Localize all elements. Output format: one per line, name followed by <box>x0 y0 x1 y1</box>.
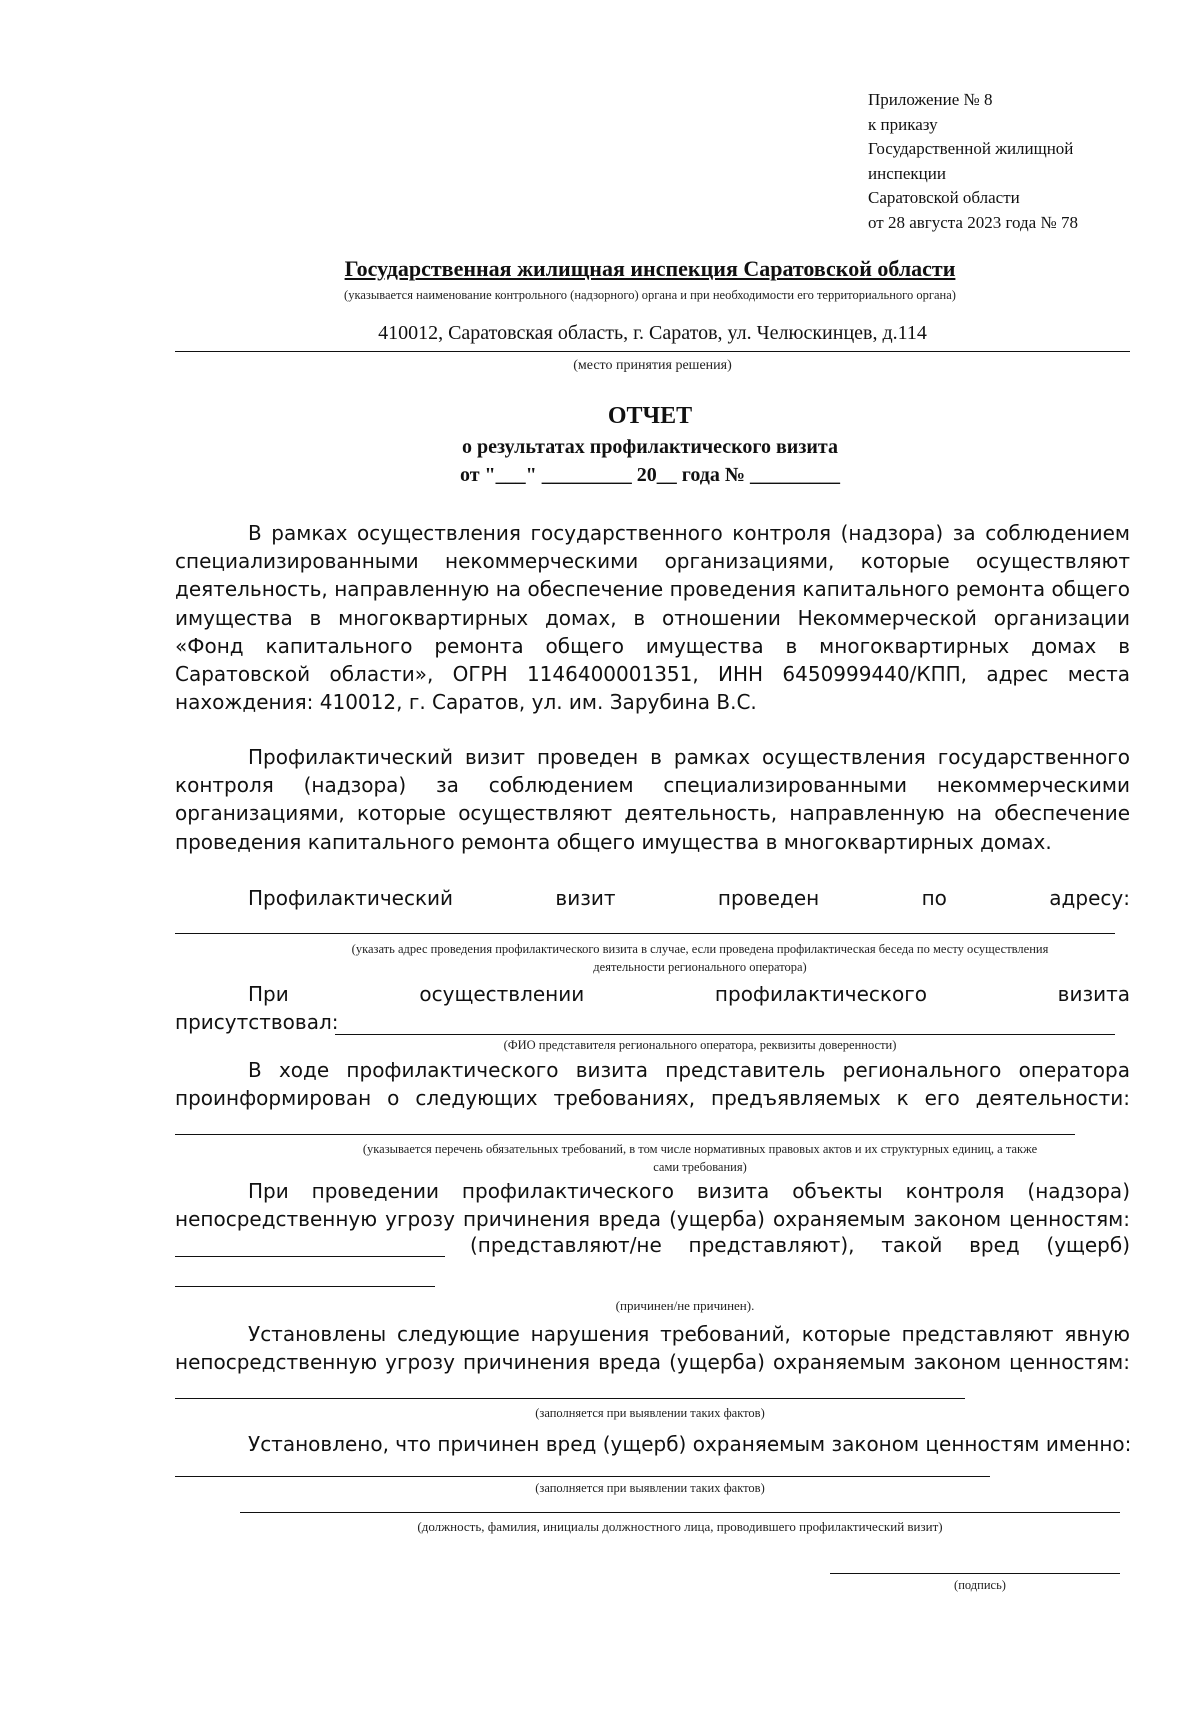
present-field[interactable] <box>335 1034 1115 1035</box>
word: При <box>248 982 289 1006</box>
present-line <box>248 982 1130 1006</box>
damage-presence-field[interactable] <box>175 1286 435 1287</box>
word: осуществлении <box>419 982 585 1006</box>
visit-address-line <box>248 886 1130 910</box>
requirements-field[interactable] <box>175 1134 1075 1135</box>
requirements-note: (указывается перечень обязательных требований, в том числе нормативных правовых актов и их структурных единиц, а также сами требования) <box>362 1142 1038 1174</box>
word: профилактического <box>714 982 927 1006</box>
visit-address-field[interactable] <box>175 933 1115 934</box>
appendix-line: от 28 августа 2023 года № 78 <box>868 212 1078 232</box>
present-note: (ФИО представителя регионального оператора, реквизиты доверенности) <box>503 1038 897 1052</box>
word: Профилактический <box>248 886 454 910</box>
appendix-line: Государственной жилищной <box>868 139 1074 158</box>
paragraph-threat: При проведении профилактического визита объекты контроля (надзора) непосредственную угрозу причинения вреда (ущерба) охраняемым законом ценностям: <box>175 1179 1130 1232</box>
official-note: (должность, фамилия, инициалы должностного лица, проводившего профилактический визит) <box>417 1519 943 1534</box>
signature-field[interactable] <box>830 1573 1120 1574</box>
violations-note: (заполняется при выявлении таких фактов) <box>535 1406 765 1420</box>
org-note: (указывается наименование контрольного (надзорного) органа и при необходимости его территориального органа) <box>344 288 956 302</box>
word: визита <box>1057 982 1130 1006</box>
report-date-line: от "___" _________ 20__ года № _________ <box>460 464 840 486</box>
report-subtitle: о результатах профилактического визита <box>462 436 838 458</box>
word: по <box>921 886 947 910</box>
threat-field[interactable] <box>175 1256 445 1257</box>
word: визит <box>555 886 616 910</box>
present-label: присутствовал: <box>175 1010 339 1034</box>
appendix-line: Саратовской области <box>868 188 1020 207</box>
paragraph-control-scope: В рамках осуществления государственного контроля (надзора) за соблюдением специализированными некоммерческими организациями, которые осуществляют деятельность, направленную на обеспечение проведения капитального ремонта общего имущества в многоквартирных домах, в отношении Некоммерческой организации «Фонд капитального ремонта общего имущества в многоквартирных домах в Саратовской области», ОГРН 1146400001351, ИНН 6450999440/КПП, адрес места нахождения: 410012, г. Саратов, ул. им. Зарубина В.С. <box>175 521 1130 715</box>
paragraph-visit-context: Профилактический визит проведен в рамках осуществления государственного контроля (надзора) за соблюдением специализированными некоммерческими организациями, которые осуществляют деятельность, направленную на обеспечение проведения капитального ремонта общего имущества в многоквартирных домах. <box>175 745 1130 854</box>
appendix-line: Приложение № 8 <box>868 90 993 109</box>
paragraph-informed: В ходе профилактического визита представитель регионального оператора проинформирован о следующих требованиях, предъявляемых к его деятельности: <box>175 1058 1130 1111</box>
visit-address-note: (указать адрес проведения профилактического визита в случае, если проведена профилактическая беседа по месту осуществления деятельности регионального оператора) <box>351 942 1049 974</box>
word: адресу: <box>1049 886 1130 910</box>
word: проведен <box>717 886 820 910</box>
paragraph-damage: Установлено, что причинен вред (ущерб) охраняемым законом ценностям именно: <box>248 1432 1132 1456</box>
address-underline <box>175 351 1130 352</box>
decision-address: 410012, Саратовская область, г. Саратов, ул. Челюскинцев, д.114 <box>378 322 927 344</box>
appendix-block <box>868 88 1078 235</box>
address-note: (место принятия решения) <box>573 358 732 373</box>
damage-note: (заполняется при выявлении таких фактов) <box>535 1481 765 1495</box>
org-name: Государственная жилищная инспекция Саратовской области <box>344 256 956 281</box>
signature-note: (подпись) <box>954 1578 1006 1592</box>
violations-field[interactable] <box>175 1398 965 1399</box>
paragraph-violations: Установлены следующие нарушения требований, которые представляют явную непосредственную угрозу причинения вреда (ущерба) охраняемым законом ценностям: <box>175 1322 1130 1375</box>
damage-field[interactable] <box>175 1476 990 1477</box>
report-title: ОТЧЕТ <box>607 403 693 429</box>
threat-note: (причинен/не причинен). <box>615 1298 755 1313</box>
official-field[interactable] <box>240 1512 1120 1513</box>
appendix-line: инспекции <box>868 163 946 183</box>
threat-options: (представляют/не представляют), такой вред (ущерб) <box>470 1233 1130 1257</box>
appendix-line: к приказу <box>868 114 938 134</box>
